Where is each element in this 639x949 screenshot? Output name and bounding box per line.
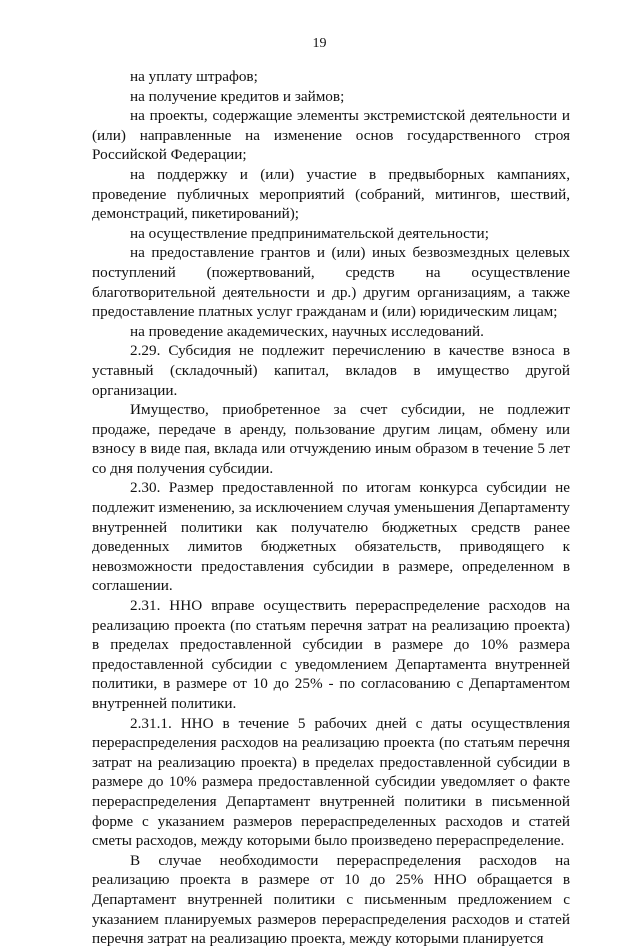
list-item-loans: на получение кредитов и займов; <box>130 87 345 105</box>
document-body <box>92 67 570 949</box>
list-item-election-campaigns: на поддержку и (или) участие в предвыборных кампаниях, проведение публичных мероприятий (собраний, митингов, шествий, демонстраций, пикетирований); <box>92 165 570 223</box>
paragraph-property-restriction: Имущество, приобретенное за счет субсидии, не подлежит продаже, передаче в аренду, пользование другим лицам, обмену или взносу в виде пая, вклада или отчуждению иным образом в течение 5 лет со дня получения субсидии. <box>92 401 570 477</box>
clause-2-30: 2.30. Размер предоставленной по итогам конкурса субсидии не подлежит изменению, за исключением случая уменьшения Департаменту внутренней политики как получателю бюджетных средств ранее доведенных лимитов бюджетных обязательств, приводящего к невозможности предоставления субсидии в размере, определенном в соглашении. <box>92 479 570 595</box>
list-item-business-activity: на осуществление предпринимательской деятельности; <box>130 224 489 242</box>
list-item-grants-to-others: на предоставление грантов и (или) иных безвозмездных целевых поступлений (пожертвований, средств на осуществление благотворительной деятельности и др.) другим организациям, а также предоставление платных услуг гражданам и (или) юридическим лицам; <box>92 244 570 321</box>
page-number: 19 <box>312 36 327 51</box>
list-item-academic-research: на проведение академических, научных исследований. <box>130 322 484 340</box>
paragraph-redistribution-request: В случае необходимости перераспределения расходов на реализацию проекта в размере от 10 до 25% ННО обращается в Департамент внутренней политики с письменным предложением с указанием планируемых размеров перераспределения расходов и статей перечня затрат на реализацию проекта, между которыми планируется <box>92 851 570 948</box>
clause-2-29: 2.29. Субсидия не подлежит перечислению в качестве взноса в уставный (складочный) капитал, вкладов в имущество другой организации. <box>92 342 570 399</box>
clause-2-31: 2.31. ННО вправе осуществить перераспределение расходов на реализацию проекта (по статьям перечня затрат на реализацию проекта) в пределах предоставленной субсидии в размере до 10% размера предоставленной субсидии с уведомлением Департамента внутренней политики, в размере от 10 до 25% - по согласованию с Департаментом внутренней политики. <box>92 597 570 712</box>
list-item-fines: на уплату штрафов; <box>130 68 258 85</box>
list-item-extremist-projects: на проекты, содержащие элементы экстремистской деятельности и (или) направленные на изменение основ государственного строя Российской Федерации; <box>92 107 570 164</box>
clause-2-31-1: 2.31.1. ННО в течение 5 рабочих дней с даты осуществления перераспределения расходов на реализацию проекта (по статьям перечня затрат на реализацию проекта) в пределах предоставленной субсидии в размере до 10% размера предоставленной субсидии уведомляет о факте перераспределения Департамент внутренней политики в письменной форме с указанием размеров перераспределенных расходов и статей сметы расходов, между которыми было произведено перераспределение. <box>92 714 570 850</box>
